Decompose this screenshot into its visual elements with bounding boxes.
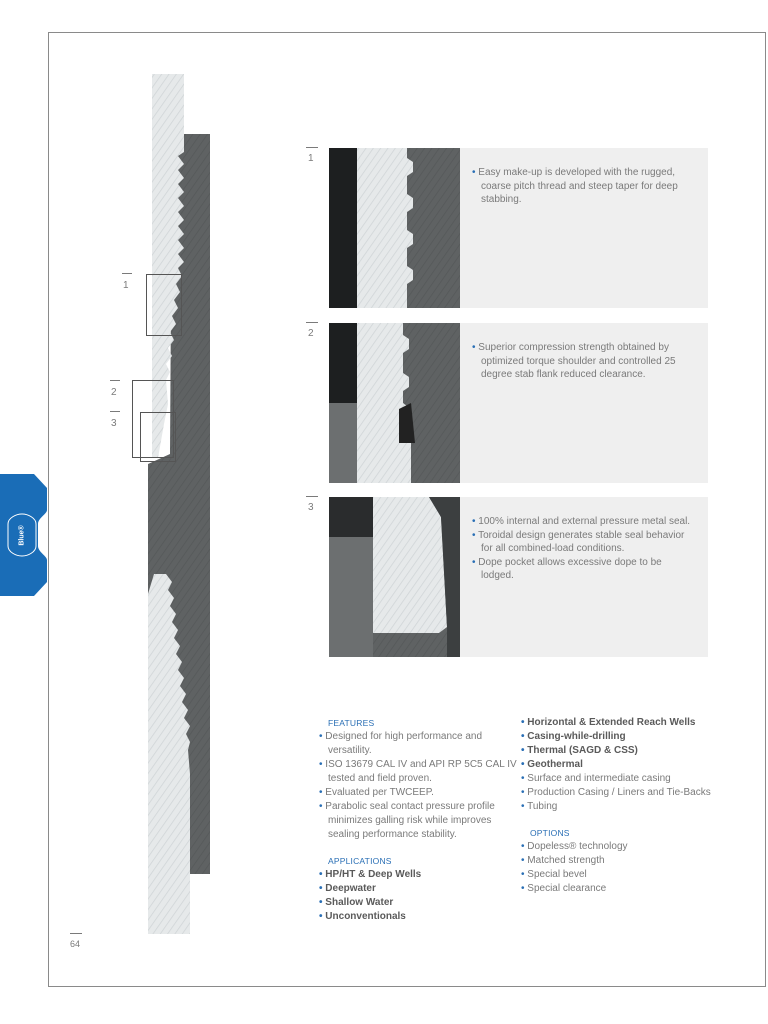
marker-2-number: 2 bbox=[111, 387, 117, 398]
options-heading: OPTIONS bbox=[530, 828, 570, 838]
features-applications-column bbox=[318, 716, 518, 924]
casing-item: • Tubing bbox=[521, 801, 558, 812]
casing-item: • Surface and intermediate casing bbox=[521, 773, 671, 784]
feature-item: • Parabolic seal contact pressure profile minimizes galling risk while improves sealing performance stability. bbox=[319, 801, 495, 840]
application-item: • Deepwater bbox=[319, 883, 376, 894]
feature-item: • ISO 13679 CAL IV and API RP 5C5 CAL IV tested and field proven. bbox=[319, 759, 517, 784]
marker-2-rule bbox=[110, 380, 120, 381]
panel-2-number: 2 bbox=[308, 328, 314, 339]
option-item: • Special clearance bbox=[521, 883, 607, 894]
marker-3-callout-box bbox=[140, 412, 176, 462]
panel-3-bullet-1: • 100% internal and external pressure metal seal. bbox=[472, 516, 691, 527]
panel-3-number: 3 bbox=[308, 502, 314, 513]
wells-options-column bbox=[520, 716, 750, 896]
page-number-rule bbox=[70, 933, 82, 934]
panel-1-rule bbox=[306, 147, 318, 148]
panel-3-bullet-3: • Dope pocket allows excessive dope to be lodged. bbox=[472, 556, 662, 581]
marker-1-number: 1 bbox=[123, 280, 129, 291]
side-tab-label: Blue® bbox=[18, 525, 26, 546]
features-heading: FEATURES bbox=[328, 718, 375, 728]
detail-panel-1 bbox=[329, 148, 708, 308]
option-item: • Matched strength bbox=[521, 855, 605, 866]
panel-2-text bbox=[471, 341, 696, 382]
detail-panel-3 bbox=[329, 497, 708, 657]
panel-3-text bbox=[471, 515, 696, 583]
panel-2-rule bbox=[306, 322, 318, 323]
feature-item: • Designed for high performance and versatility. bbox=[319, 731, 483, 756]
panel-3-rule bbox=[306, 496, 318, 497]
marker-1-rule bbox=[122, 273, 132, 274]
panel-1-thread-image bbox=[329, 148, 460, 308]
well-type-item: • Thermal (SAGD & CSS) bbox=[521, 745, 638, 756]
casing-item: • Production Casing / Liners and Tie-Backs bbox=[521, 787, 711, 798]
marker-3-rule bbox=[110, 411, 120, 412]
panel-2-bullet: • Superior compression strength obtained by optimized torque shoulder and controlled 25 degree stab flank reduced clearance. bbox=[472, 342, 676, 380]
option-item: • Special bevel bbox=[521, 869, 587, 880]
connection-cross-section-image bbox=[110, 74, 230, 934]
panel-1-bullet: • Easy make-up is developed with the rugged, coarse pitch thread and steep taper for deep stabbing. bbox=[472, 167, 678, 205]
panel-1-number: 1 bbox=[308, 153, 314, 164]
applications-heading: APPLICATIONS bbox=[328, 856, 392, 866]
application-item: • Unconventionals bbox=[319, 911, 406, 922]
marker-1-callout-box bbox=[146, 274, 182, 336]
marker-3-number: 3 bbox=[111, 418, 117, 429]
feature-item: • Evaluated per TWCEEP. bbox=[319, 787, 434, 798]
panel-3-bullet-2: • Toroidal design generates stable seal behavior for all combined-load conditions. bbox=[472, 529, 685, 554]
application-item: • HP/HT & Deep Wells bbox=[319, 869, 422, 880]
panel-2-shoulder-image bbox=[329, 323, 460, 483]
panel-3-seal-image bbox=[329, 497, 460, 657]
well-type-item: • Horizontal & Extended Reach Wells bbox=[521, 717, 696, 728]
option-item: • Dopeless® technology bbox=[521, 841, 628, 852]
page-number: 64 bbox=[70, 939, 81, 949]
well-type-item: • Casing-while-drilling bbox=[521, 731, 626, 742]
detail-panel-2 bbox=[329, 323, 708, 483]
application-item: • Shallow Water bbox=[319, 897, 394, 908]
panel-1-text bbox=[471, 166, 696, 207]
well-type-item: • Geothermal bbox=[521, 759, 583, 770]
